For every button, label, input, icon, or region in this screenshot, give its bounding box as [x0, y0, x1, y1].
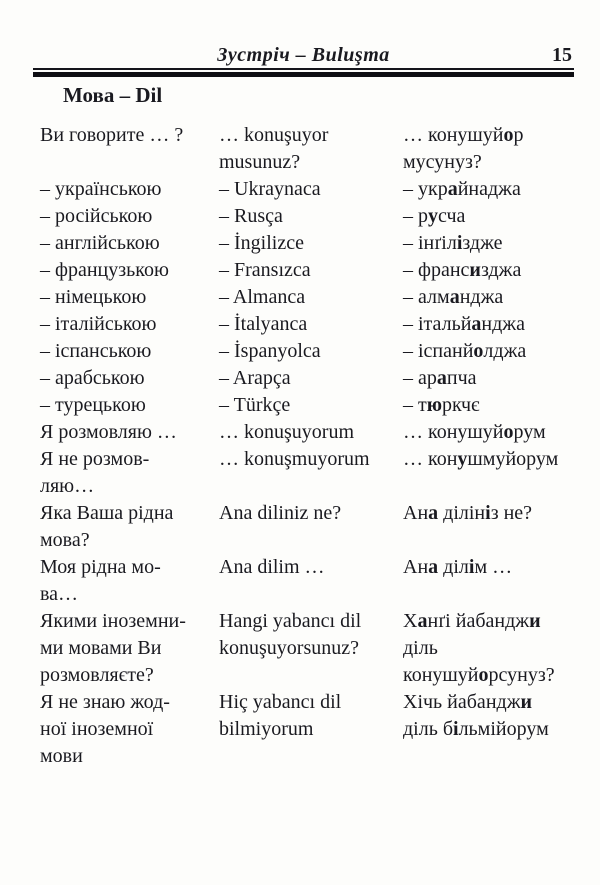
ukrainian-cell: – італійською	[40, 313, 157, 335]
header-rule-thin	[33, 68, 574, 70]
table-row	[40, 500, 585, 554]
ukrainian-cell: – іспанською	[40, 340, 152, 362]
phrase-table	[40, 122, 585, 770]
transcription-cell: – тюркчє	[403, 394, 480, 416]
table-row	[40, 338, 585, 365]
turkish-cell: – Rusça	[219, 205, 283, 227]
ukrainian-cell: Ви говорите … ?	[40, 124, 184, 146]
turkish-cell: – İspanyolca	[219, 340, 321, 362]
ukrainian-cell: – арабською	[40, 367, 145, 389]
transcription-cell: – украйнаджа	[403, 178, 521, 200]
turkish-cell: Hiç yabancı dil bilmiyorum	[219, 691, 342, 740]
table-row	[40, 689, 585, 770]
turkish-cell: – Fransızca	[219, 259, 311, 281]
table-row	[40, 446, 585, 500]
ukrainian-cell: – українською	[40, 178, 162, 200]
turkish-cell: – İtalyanca	[219, 313, 308, 335]
transcription-cell: Ханґі йабанджи діль конушуйорсунуз?	[403, 610, 555, 686]
ukrainian-cell: Я розмовляю …	[40, 421, 177, 443]
transcription-cell: – інґіліздже	[403, 232, 503, 254]
transcription-cell: … конушуйор мусунуз?	[403, 124, 524, 173]
section-title: Мова – Dil	[63, 83, 163, 107]
page-header	[33, 44, 574, 69]
turkish-cell: Ana dilim …	[219, 556, 325, 578]
ukrainian-cell: – англійською	[40, 232, 160, 254]
table-row	[40, 554, 585, 608]
table-row	[40, 176, 585, 203]
turkish-cell: – Almanca	[219, 286, 306, 308]
transcription-cell: – іспанйолджа	[403, 340, 527, 362]
turkish-cell: – Arapça	[219, 367, 291, 389]
turkish-cell: – Ukraynaca	[219, 178, 321, 200]
table-row	[40, 311, 585, 338]
turkish-cell: … konuşuyorum	[219, 421, 354, 443]
transcription-cell: … конушуйорум	[403, 421, 546, 443]
ukrainian-cell: – французькою	[40, 259, 169, 281]
turkish-cell: … konuşmuyorum	[219, 448, 370, 470]
table-row	[40, 608, 585, 689]
header-rule-thick	[33, 72, 574, 77]
running-title: Зустріч – Buluşma	[217, 44, 390, 66]
transcription-cell: – арапча	[403, 367, 477, 389]
table-row	[40, 122, 585, 176]
ukrainian-cell: – турецькою	[40, 394, 146, 416]
turkish-cell: … konuşuyor musunuz?	[219, 124, 329, 173]
turkish-cell: Ana diliniz ne?	[219, 502, 342, 524]
turkish-cell: Hangi yabancı dil konuşuyorsunuz?	[219, 610, 362, 659]
ukrainian-cell: Якими іноземни- ми мовами Ви розмовляєте?	[40, 610, 186, 686]
ukrainian-cell: Моя рідна мо- ва…	[40, 556, 161, 605]
transcription-cell: … конушмуйорум	[403, 448, 559, 470]
table-row	[40, 284, 585, 311]
table-row	[40, 392, 585, 419]
transcription-cell: – італьйанджа	[403, 313, 525, 335]
table-row	[40, 230, 585, 257]
ukrainian-cell: Яка Ваша рідна мова?	[40, 502, 174, 551]
turkish-cell: – İngilizce	[219, 232, 304, 254]
ukrainian-cell: Я не розмов- ляю…	[40, 448, 150, 497]
table-row	[40, 257, 585, 284]
table-row	[40, 419, 585, 446]
transcription-cell: Ана ділім …	[403, 556, 513, 578]
transcription-cell: – алманджа	[403, 286, 504, 308]
transcription-cell: Ана ділініз не?	[403, 502, 533, 524]
transcription-cell: – русча	[403, 205, 466, 227]
ukrainian-cell: – німецькою	[40, 286, 147, 308]
transcription-cell: Хічь йабанджи діль більмійорум	[403, 691, 549, 740]
page-number: 15	[552, 44, 572, 66]
table-row	[40, 203, 585, 230]
ukrainian-cell: Я не знаю жод- ної іноземної мови	[40, 691, 170, 767]
table-row	[40, 365, 585, 392]
transcription-cell: – франсизджа	[403, 259, 522, 281]
turkish-cell: – Türkçe	[219, 394, 291, 416]
ukrainian-cell: – російською	[40, 205, 153, 227]
